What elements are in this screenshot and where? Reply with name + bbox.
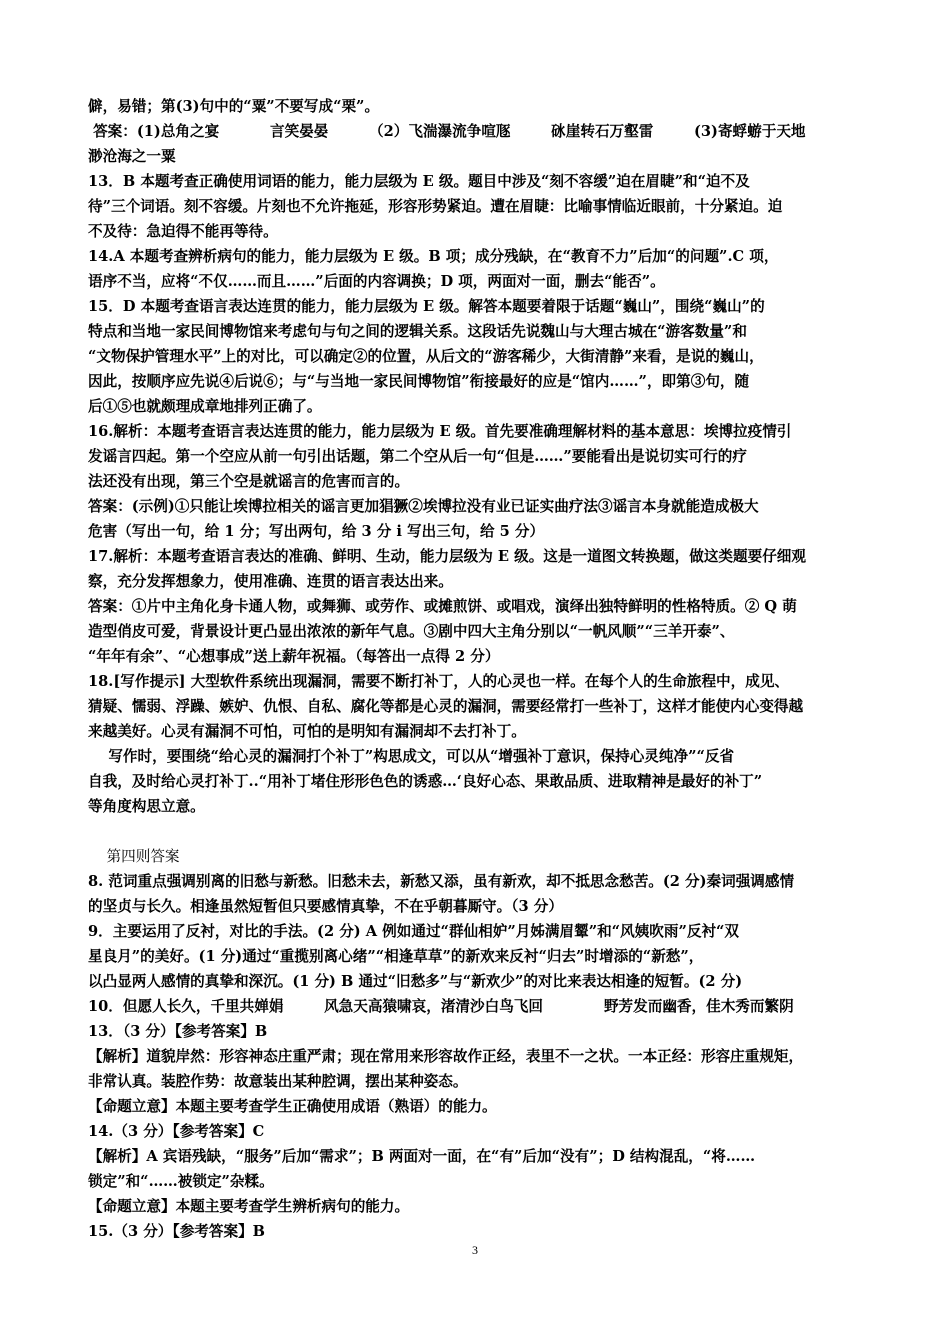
blank-line (88, 819, 878, 844)
text-line: 待”三个词语。刻不容缓。片刻也不允许拖延，形容形势紧迫。遭在眉睫：比喻事情临近眼前，十分紧迫。迫 (88, 198, 783, 215)
text-line: 不及待：急迫得不能再等待。 (88, 223, 278, 240)
analysis-line: 【解析】道貌岸然：形容神态庄重严肃；现在常用来形容故作正经，表里不一之状。一本正经：形容庄重规矩， (88, 1048, 804, 1065)
q18-line: 18.[写作提示] 大型软件系统出现漏洞，需要不断打补丁，人的心灵也一样。在每个人的生命旅程中，成见、 (88, 673, 790, 690)
q13-line: 13．B 本题考查正确使用词语的能力，能力层级为 E 级。题目中涉及“刻不容缓”迫在眉睫”和“迫不及 (88, 173, 750, 190)
section-heading: 第四则答案 (88, 848, 180, 865)
text-line: 的坚贞与长久。相逢虽然短暂但只要感情真挚，不在乎朝暮厮守。（3 分） (88, 898, 563, 915)
text-line: “年年有余”、“心想事成”送上薪年祝福。（每答出一点得 2 分） (88, 648, 500, 665)
page-number: 3 (472, 1243, 478, 1257)
text-line: 来越美好。心灵有漏洞不可怕，可怕的是明知有漏洞却不去打补丁。 (88, 723, 526, 740)
text-line: 以凸显两人感情的真挚和深沉。(1 分) B 通过“旧愁多”与“新欢少”的对比来表达相逢的短暂。(2 分) (88, 973, 743, 990)
q14-line: 14.A 本题考查辨析病句的能力，能力层级为 E 级。B 项；成分残缺，在“教育不力”后加“的问题”.C 项， (88, 248, 779, 265)
q15-answer-line: 15.（3 分）【参考答案】B (88, 1223, 266, 1240)
text-line: 发谣言四起。第一个空应从前一句引出话题，第二个空从后一句“但是……”要能看出是说切实可行的疗 (88, 448, 747, 465)
intent-line: 【命题立意】本题主要考查学生辨析病句的能力。 (88, 1198, 410, 1215)
text-line: 因此，按顺序应先说④后说⑥；与“与当地一家民间博物馆”衔接最好的应是“馆内……”，即第③句，随 (88, 373, 750, 390)
q15-line: 15．D 本题考查语言表达连贯的能力，能力层级为 E 级。解答本题要着限于话题“巍山”，围绕“巍山”的 (88, 298, 765, 315)
text-line: 锁定”和“……被锁定”杂糅。 (88, 1173, 274, 1190)
q9-line: 9．主要运用了反衬，对比的手法。(2 分) A 例如通过“群仙相妒”月姊满眉颦”和“风姨吹雨”反衬“双 (88, 923, 740, 940)
text-line: 僻，易错；第(3)句中的“粟”不要写成“栗”。 (88, 98, 380, 115)
intent-line: 【命题立意】本题主要考查学生正确使用成语（熟语）的能力。 (88, 1098, 497, 1115)
text-line: 语序不当，应将“不仅……而且……”后面的内容调换；D 项，两面对一面，删去“能否”。 (88, 273, 665, 290)
answer-line: 答案：(1)总角之宴 言笑晏晏 （2）飞湍瀑流争喧豗 砯崖转石万壑雷 (3)寄蜉蝣于天地 (88, 123, 806, 140)
text-line: 星良月”的美好。(1 分)通过“重揽别离心绪”“相逢草草”的新欢来反衬“归去”时增添的“新愁”， (88, 948, 704, 965)
text-line: 特点和当地一家民间博物馆来考虑句与句之间的逻辑关系。这段话先说魏山与大理古城在“游客数量”和 (88, 323, 747, 340)
text-line: 非常认真。装腔作势：故意装出某种腔调，摆出某种姿态。 (88, 1073, 468, 1090)
q10-line: 10．但愿人长久，千里共婵娟 风急天高猿啸哀，渚清沙白鸟飞回 野芳发而幽香，佳木秀而繁阴 (88, 998, 794, 1015)
text-line: 渺沧海之一粟 (88, 148, 176, 165)
text-line: 危害（写出一句，给 1 分；写出两句，给 3 分 i 写出三句，给 5 分） (88, 523, 545, 540)
text-line: 法还没有出现，第三个空是就谣言的危害而言的。 (88, 473, 410, 490)
text-line: 自我，及时给心灵打补丁..“用补丁堵住形形色色的诱惑…‘良好心态、果敢品质、进取精神是最好的补丁” (88, 773, 763, 790)
analysis-line: 【解析】A 宾语残缺，“服务”后加“需求”；B 两面对一面，在“有”后加“没有”；D 结构混乱，“将…… (88, 1148, 756, 1165)
text-line: 等角度构思立意。 (88, 798, 205, 815)
text-line: 写作时，要围绕“给心灵的漏洞打个补丁”构思成文，可以从“增强补丁意识，保持心灵纯净”“反省 (88, 748, 735, 765)
q17-line: 17.解析：本题考查语言表达的准确、鲜明、生动，能力层级为 E 级。这是一道图文转换题，做这类题要仔细观 (88, 548, 806, 565)
text-line: 后①⑤也就颇理成章地排列正确了。 (88, 398, 322, 415)
answer-line: 答案：①片中主角化身卡通人物，或舞狮、或劳作、或摊煎饼、或唱戏，演绎出独特鲜明的性格特质。② Q 萌 (88, 598, 797, 615)
text-line: 猜疑、懦弱、浮躁、嫉妒、仇恨、自私、腐化等都是心灵的漏洞，需要经常打一些补丁，这样才能使内心变得越 (88, 698, 804, 715)
answer-line: 答案：(示例)①只能让埃博拉相关的谣言更加猖獗②埃博拉没有业已证实曲疗法③谣言本身就能造成极大 (88, 498, 759, 515)
q13-answer-line: 13．（3 分）【参考答案】B (88, 1023, 268, 1040)
q16-line: 16.解析：本题考查语言表达连贯的能力，能力层级为 E 级。首先要准确理解材料的基本意思：埃博拉疫情引 (88, 423, 792, 440)
text-line: 造型俏皮可爱，背景设计更凸显出浓浓的新年气息。③剧中四大主角分别以“一帆风顺”“三羊开泰”、 (88, 623, 735, 640)
text-line: “文物保护管理水平”上的对比，可以确定②的位置，从后文的“游客稀少，大街清静”来看，是说的巍山， (88, 348, 764, 365)
document-body (88, 94, 878, 1244)
q14-answer-line: 14.（3 分）【参考答案】C (88, 1123, 265, 1140)
text-line: 察，充分发挥想象力，使用准确、连贯的语言表达出来。 (88, 573, 453, 590)
q8-line: 8. 范词重点强调别离的旧愁与新愁。旧愁未去，新愁又添，虽有新欢，却不抵思念愁苦。(2 分)秦词强调感情 (88, 873, 795, 890)
